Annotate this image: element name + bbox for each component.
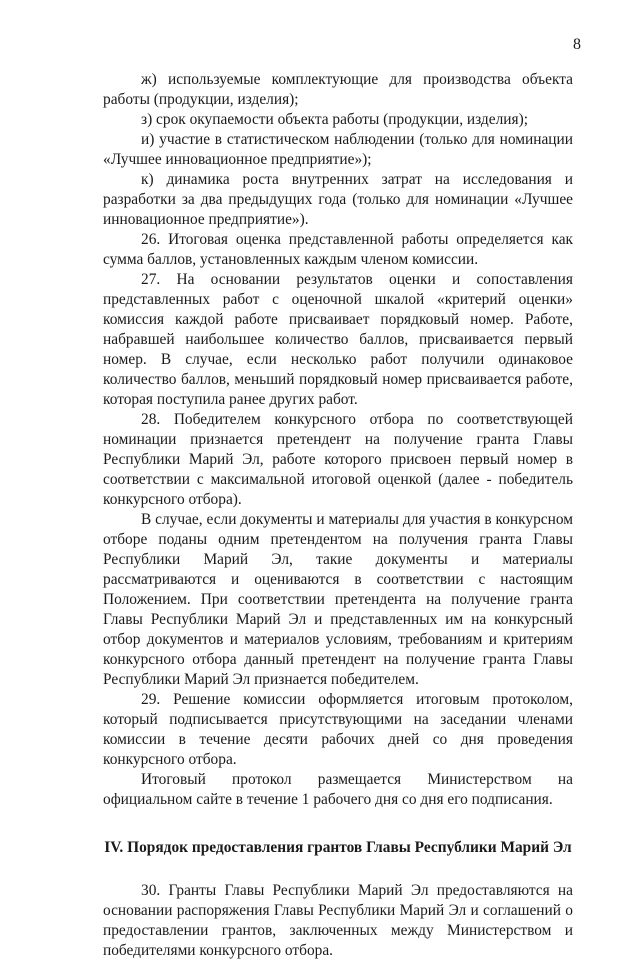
document-body xyxy=(103,70,573,961)
paragraph-item-k: к) динамика роста внутренних затрат на исследования и разработки за два предыдущих года (только для номинации «Лучшее инновационное предприятие»). xyxy=(103,171,573,228)
page-number: 8 xyxy=(573,36,581,53)
paragraph-28-continued: В случае, если документы и материалы для участия в конкурсном отборе поданы одним претендентом на получения гранта Главы Республики Марий Эл, такие документы и материалы рассматриваются и оцениваются в соответствии с настоящим Положением. При соответствии претендента на получение гранта Главы Республики Марий Эл и представленных им на конкурсный отбор документов и материалов условиям, требованиям и критериям конкурсного отбора данный претендент на получение гранта Главы Республики Марий Эл признается победителем. xyxy=(103,511,573,688)
paragraph-26: 26. Итоговая оценка представленной работы определяется как сумма баллов, установленных каждым членом комиссии. xyxy=(103,231,573,268)
paragraph-29: 29. Решение комиссии оформляется итоговым протоколом, который подписывается присутствующими на заседании членами комиссии в течение десяти рабочих дней со дня проведения конкурсного отбора. xyxy=(103,691,573,768)
paragraph-30: 30. Гранты Главы Республики Марий Эл предоставляются на основании распоряжения Главы Республики Марий Эл и соглашений о предоставлении грантов, заключенных между Министерством и победителями конкурсного отбора. xyxy=(103,882,573,959)
paragraph-item-z: з) срок окупаемости объекта работы (продукции, изделия); xyxy=(141,111,528,128)
paragraph-27: 27. На основании результатов оценки и сопоставления представленных работ с оценочной шкалой «критерий оценки» комиссия каждой работе присваивает порядковый номер. Работе, набравшей наибольшее количество баллов, присваивается первый номер. В случае, если несколько работ получили одинаковое количество баллов, меньший порядковый номер присваивается работе, которая поступила ранее других работ. xyxy=(103,271,573,408)
paragraph-29-continued: Итоговый протокол размещается Министерством на официальном сайте в течение 1 рабочего дня со дня его подписания. xyxy=(103,771,573,808)
section-heading: IV. Порядок предоставления грантов Главы Республики Марий Эл xyxy=(104,839,572,856)
paragraph-item-zh: ж) используемые комплектующие для производства объекта работы (продукции, изделия); xyxy=(103,71,573,108)
paragraph-item-i: и) участие в статистическом наблюдении (только для номинации «Лучшее инновационное предприятие»); xyxy=(103,131,573,168)
paragraph-28: 28. Победителем конкурсного отбора по соответствующей номинации признается претендент на получение гранта Главы Республики Марий Эл, работе которого присвоен первый номер в соответствии с максимальной итоговой оценкой (далее - победитель конкурсного отбора). xyxy=(103,411,573,508)
